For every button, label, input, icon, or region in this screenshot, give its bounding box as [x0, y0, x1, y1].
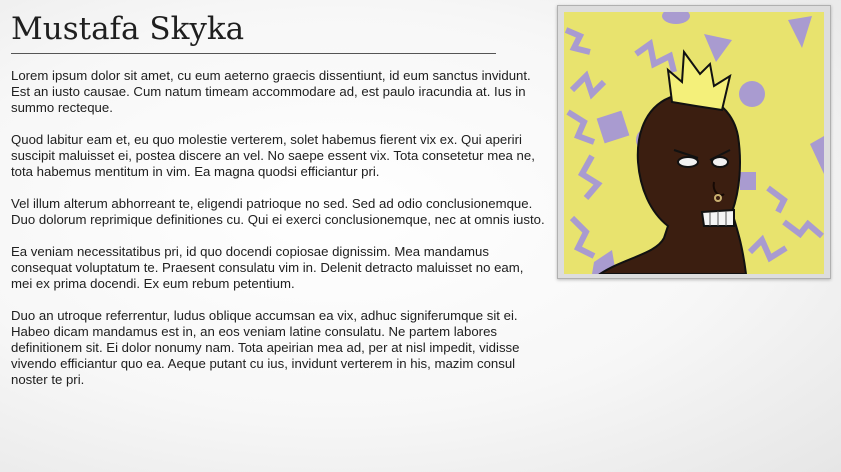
bio-paragraph: Lorem ipsum dolor sit amet, cu eum aeterno graecis dissentiunt, id eum sanctus invidunt. Est an iusto causae. Cum natum timeam accommodare ad, est paulo iracundia at. Ius in summo recteque.	[11, 68, 531, 115]
square-shape	[740, 172, 756, 190]
bio-paragraph: Ea veniam necessitatibus pri, id quo docendi copiosae dignissim. Mea mandamus consequat voluptatum te. Praesent consulatu vim in. Delenit detracto maluisset no eam, mei ex prima docendi. Ex eum rebum petentium.	[11, 244, 524, 291]
circle-shape	[739, 81, 765, 107]
bio-paragraph: Quod labitur eam et, eu quo molestie verterem, solet habemus fierent vix ex. Qui aperiri suscipit maluisset ei, postea discere an vel. No saepe essent vix. Tota consetetur mea ne, tota habemus mentitum in vim. Ea magna quodsi efficiantur pri.	[11, 132, 535, 179]
bio-paragraph: Vel illum alterum abhorreant te, eligendi patrioque no sed. Sed ad odio conclusionemque. Duo dolorum reprimique definitiones cu. Qui ei exerci conclusionemque, nec at omnis iusto.	[11, 196, 545, 227]
bio-paragraph: Duo an utroque referrentur, ludus oblique accumsan ea vix, adhuc signiferumque sit ei. Habeo dicam mandamus est in, an eos veniam latine consulatu. Ne partem labores definitionem sit. Ei dolor nonumy nam. Tota apeirian mea ad, per at nisl impedit, vidisse vivendo efficiantur quo ea. Aeque putant cu ius, invidunt verterem in his, mazim consul noster te pri.	[11, 308, 520, 387]
portrait-image	[564, 12, 824, 274]
title-divider	[11, 53, 496, 54]
bio-text	[11, 68, 546, 404]
portrait-frame	[557, 5, 831, 279]
page-title: Mustafa Skyka	[11, 11, 245, 47]
